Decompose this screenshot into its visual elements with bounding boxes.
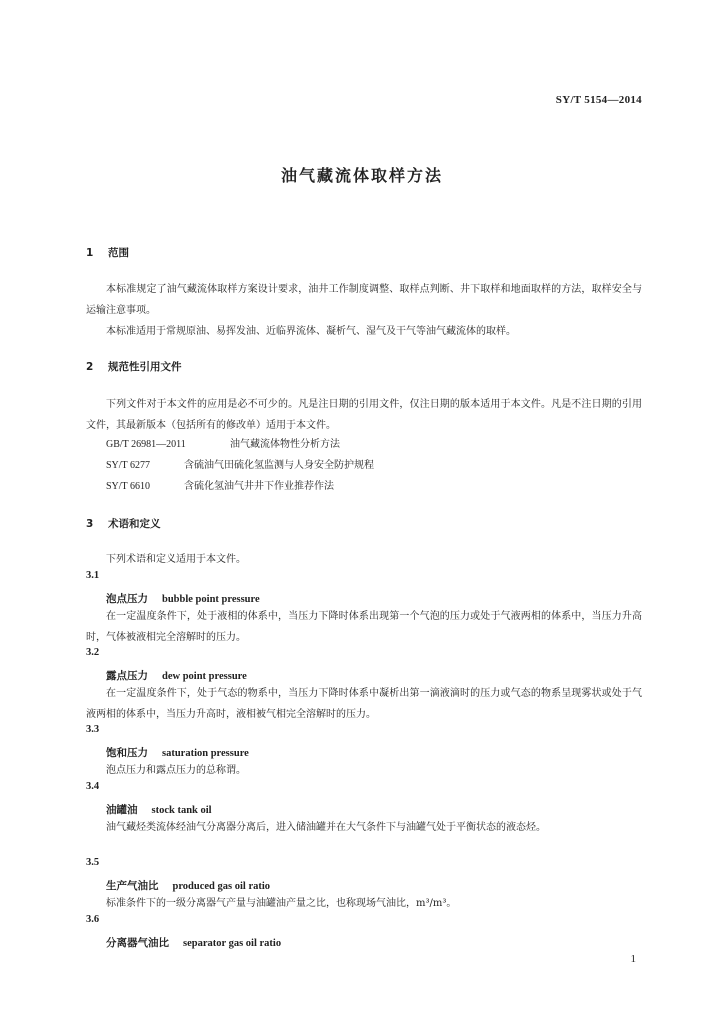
term-number: 3.6 — [86, 914, 100, 925]
term-heading — [106, 878, 270, 893]
term-heading — [106, 745, 249, 760]
term-en: stock tank oil — [151, 805, 212, 816]
term-zh: 分离器气油比 — [106, 937, 169, 949]
reference-code: SY/T 6277 — [106, 460, 150, 471]
section-title: 术语和定义 — [108, 518, 161, 530]
term-en: saturation pressure — [162, 748, 249, 759]
term-zh: 油罐油 — [106, 804, 138, 816]
section-1-heading — [86, 245, 129, 260]
term-heading — [106, 591, 260, 606]
term-en: produced gas oil ratio — [172, 881, 271, 892]
section-3-heading — [86, 516, 161, 531]
document-title: 油气藏流体取样方法 — [280, 166, 443, 185]
section-title: 规范性引用文件 — [108, 361, 182, 373]
term-heading — [106, 668, 247, 683]
section-number: 2 — [86, 361, 94, 373]
term-heading — [106, 935, 281, 950]
reference-title: 含硫化氢油气井井下作业推荐作法 — [184, 481, 334, 492]
term-number: 3.2 — [86, 647, 100, 658]
term-definition: 在一定温度条件下，处于气态的物系中，当压力下降时体系中凝析出第一滴液滴时的压力或气态的物系呈现雾状或处于气液两相的体系中，当压力升高时，液相被气相完全溶解时的压力。 — [86, 688, 642, 720]
term-definition: 油气藏烃类流体经油气分离器分离后，进入储油罐并在大气条件下与油罐气处于平衡状态的液态烃。 — [106, 822, 546, 833]
term-zh: 生产气油比 — [106, 880, 159, 892]
section-1-paragraph-2: 本标准适用于常规原油、易挥发油、近临界流体、凝析气、湿气及干气等油气藏流体的取样。 — [106, 326, 516, 337]
term-number: 3.1 — [86, 570, 100, 581]
section-number: 1 — [86, 247, 94, 259]
reference-code: GB/T 26981—2011 — [106, 439, 186, 450]
term-number: 3.4 — [86, 781, 100, 792]
section-1-paragraph-1: 本标准规定了油气藏流体取样方案设计要求，油井工作制度调整、取样点判断、井下取样和地面取样的方法，取样安全与运输注意事项。 — [86, 284, 642, 316]
reference-item — [106, 477, 334, 492]
section-2-heading — [86, 359, 182, 374]
term-zh: 饱和压力 — [106, 747, 148, 759]
section-title: 范围 — [108, 247, 129, 259]
reference-title: 含硫油气田硫化氢监测与人身安全防护规程 — [184, 460, 374, 471]
term-definition: 在一定温度条件下，处于液相的体系中，当压力下降时体系出现第一个气泡的压力或处于气液两相的体系中，当压力升高时，气体被液相完全溶解时的压力。 — [86, 611, 642, 643]
reference-code: SY/T 6610 — [106, 481, 150, 492]
term-definition: 泡点压力和露点压力的总称谓。 — [106, 765, 246, 776]
term-en: separator gas oil ratio — [183, 938, 282, 949]
reference-item — [106, 456, 374, 471]
standard-code: SY/T 5154—2014 — [555, 94, 642, 106]
section-number: 3 — [86, 518, 94, 530]
term-definition: 标准条件下的一级分离器气产量与油罐油产量之比，也称现场气油比，m³/m³。 — [106, 898, 457, 909]
term-heading — [106, 802, 212, 817]
page-number: 1 — [630, 953, 636, 965]
section-3-intro: 下列术语和定义适用于本文件。 — [106, 554, 246, 565]
term-zh: 泡点压力 — [106, 593, 148, 605]
term-en: dew point pressure — [162, 671, 247, 682]
reference-item — [106, 435, 340, 450]
reference-title: 油气藏流体物性分析方法 — [230, 439, 340, 450]
section-2-paragraph-1: 下列文件对于本文件的应用是必不可少的。凡是注日期的引用文件，仅注日期的版本适用于本文件。凡是不注日期的引用文件，其最新版本（包括所有的修改单）适用于本文件。 — [86, 399, 642, 431]
term-en: bubble point pressure — [162, 594, 260, 605]
term-number: 3.5 — [86, 857, 100, 868]
term-number: 3.3 — [86, 724, 100, 735]
term-zh: 露点压力 — [106, 670, 148, 682]
